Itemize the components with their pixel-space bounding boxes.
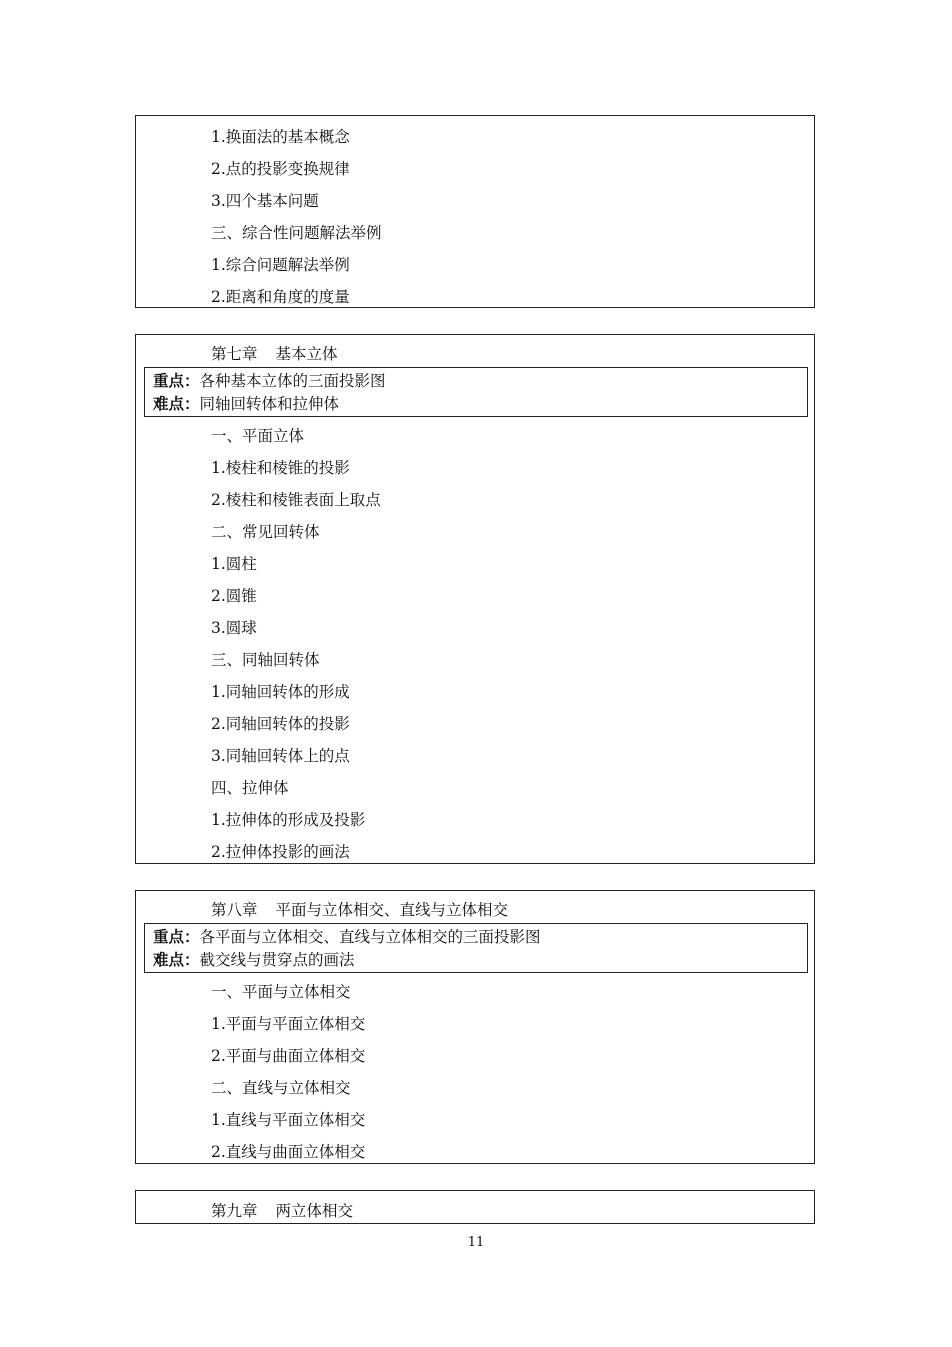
- list-item: 2.平面与曲面立体相交: [211, 1047, 366, 1065]
- key-point-line: [153, 927, 541, 947]
- page-number: 11: [467, 1235, 485, 1250]
- list-item: 3.四个基本问题: [211, 192, 319, 210]
- list-item: 二、直线与立体相交: [211, 1079, 351, 1097]
- list-item: 3.圆球: [211, 619, 257, 637]
- list-item: 四、拉伸体: [211, 779, 289, 797]
- difficult-point-text: 同轴回转体和拉伸体: [199, 395, 340, 413]
- chapter-number: 第七章: [211, 345, 258, 363]
- chapter-name: 平面与立体相交、直线与立体相交: [275, 901, 509, 919]
- list-item: 1.直线与平面立体相交: [211, 1111, 366, 1129]
- key-point-text: 各平面与立体相交、直线与立体相交的三面投影图: [199, 928, 541, 946]
- section-box-chapter-9: [135, 1190, 815, 1224]
- chapter-number: 第八章: [211, 901, 258, 919]
- key-points-box: [144, 923, 808, 973]
- list-item: 1.换面法的基本概念: [211, 128, 350, 146]
- difficult-point-label: 难点：: [153, 950, 200, 969]
- list-item: 2.距离和角度的度量: [211, 288, 350, 306]
- list-item: 2.圆锥: [211, 587, 257, 605]
- key-point-label: 重点：: [153, 927, 200, 946]
- chapter-title: [211, 900, 508, 920]
- difficult-point-text: 截交线与贯穿点的画法: [199, 951, 355, 969]
- list-item: 1.圆柱: [211, 555, 257, 573]
- list-item: 二、常见回转体: [211, 523, 320, 541]
- section-box-continuation: [135, 115, 815, 308]
- key-points-box: [144, 367, 808, 417]
- list-item: 1.同轴回转体的形成: [211, 683, 350, 701]
- list-item: 1.平面与平面立体相交: [211, 1015, 366, 1033]
- list-item: 2.棱柱和棱锥表面上取点: [211, 491, 381, 509]
- section-box-chapter-7: [135, 334, 815, 864]
- key-point-line: [153, 371, 386, 391]
- difficult-point-label: 难点：: [153, 394, 200, 413]
- list-item: 2.直线与曲面立体相交: [211, 1143, 366, 1161]
- chapter-name: 基本立体: [275, 345, 338, 363]
- key-point-text: 各种基本立体的三面投影图: [199, 372, 386, 390]
- list-item: 1.棱柱和棱锥的投影: [211, 459, 350, 477]
- list-item: 3.同轴回转体上的点: [211, 747, 350, 765]
- key-point-label: 重点：: [153, 371, 200, 390]
- list-item: 一、平面与立体相交: [211, 983, 351, 1001]
- list-item: 一、平面立体: [211, 427, 305, 445]
- chapter-number: 第九章: [211, 1202, 258, 1220]
- list-item: 三、综合性问题解法举例: [211, 224, 382, 242]
- list-item: 2.同轴回转体的投影: [211, 715, 350, 733]
- list-item: 2.拉伸体投影的画法: [211, 843, 350, 861]
- difficult-point-line: [153, 394, 339, 414]
- list-item: 1.拉伸体的形成及投影: [211, 811, 366, 829]
- chapter-title: [211, 1201, 353, 1221]
- list-item: 2.点的投影变换规律: [211, 160, 350, 178]
- section-box-chapter-8: [135, 890, 815, 1164]
- chapter-name: 两立体相交: [275, 1202, 354, 1220]
- difficult-point-line: [153, 950, 355, 970]
- list-item: 1.综合问题解法举例: [211, 256, 350, 274]
- chapter-title: [211, 344, 338, 364]
- list-item: 三、同轴回转体: [211, 651, 320, 669]
